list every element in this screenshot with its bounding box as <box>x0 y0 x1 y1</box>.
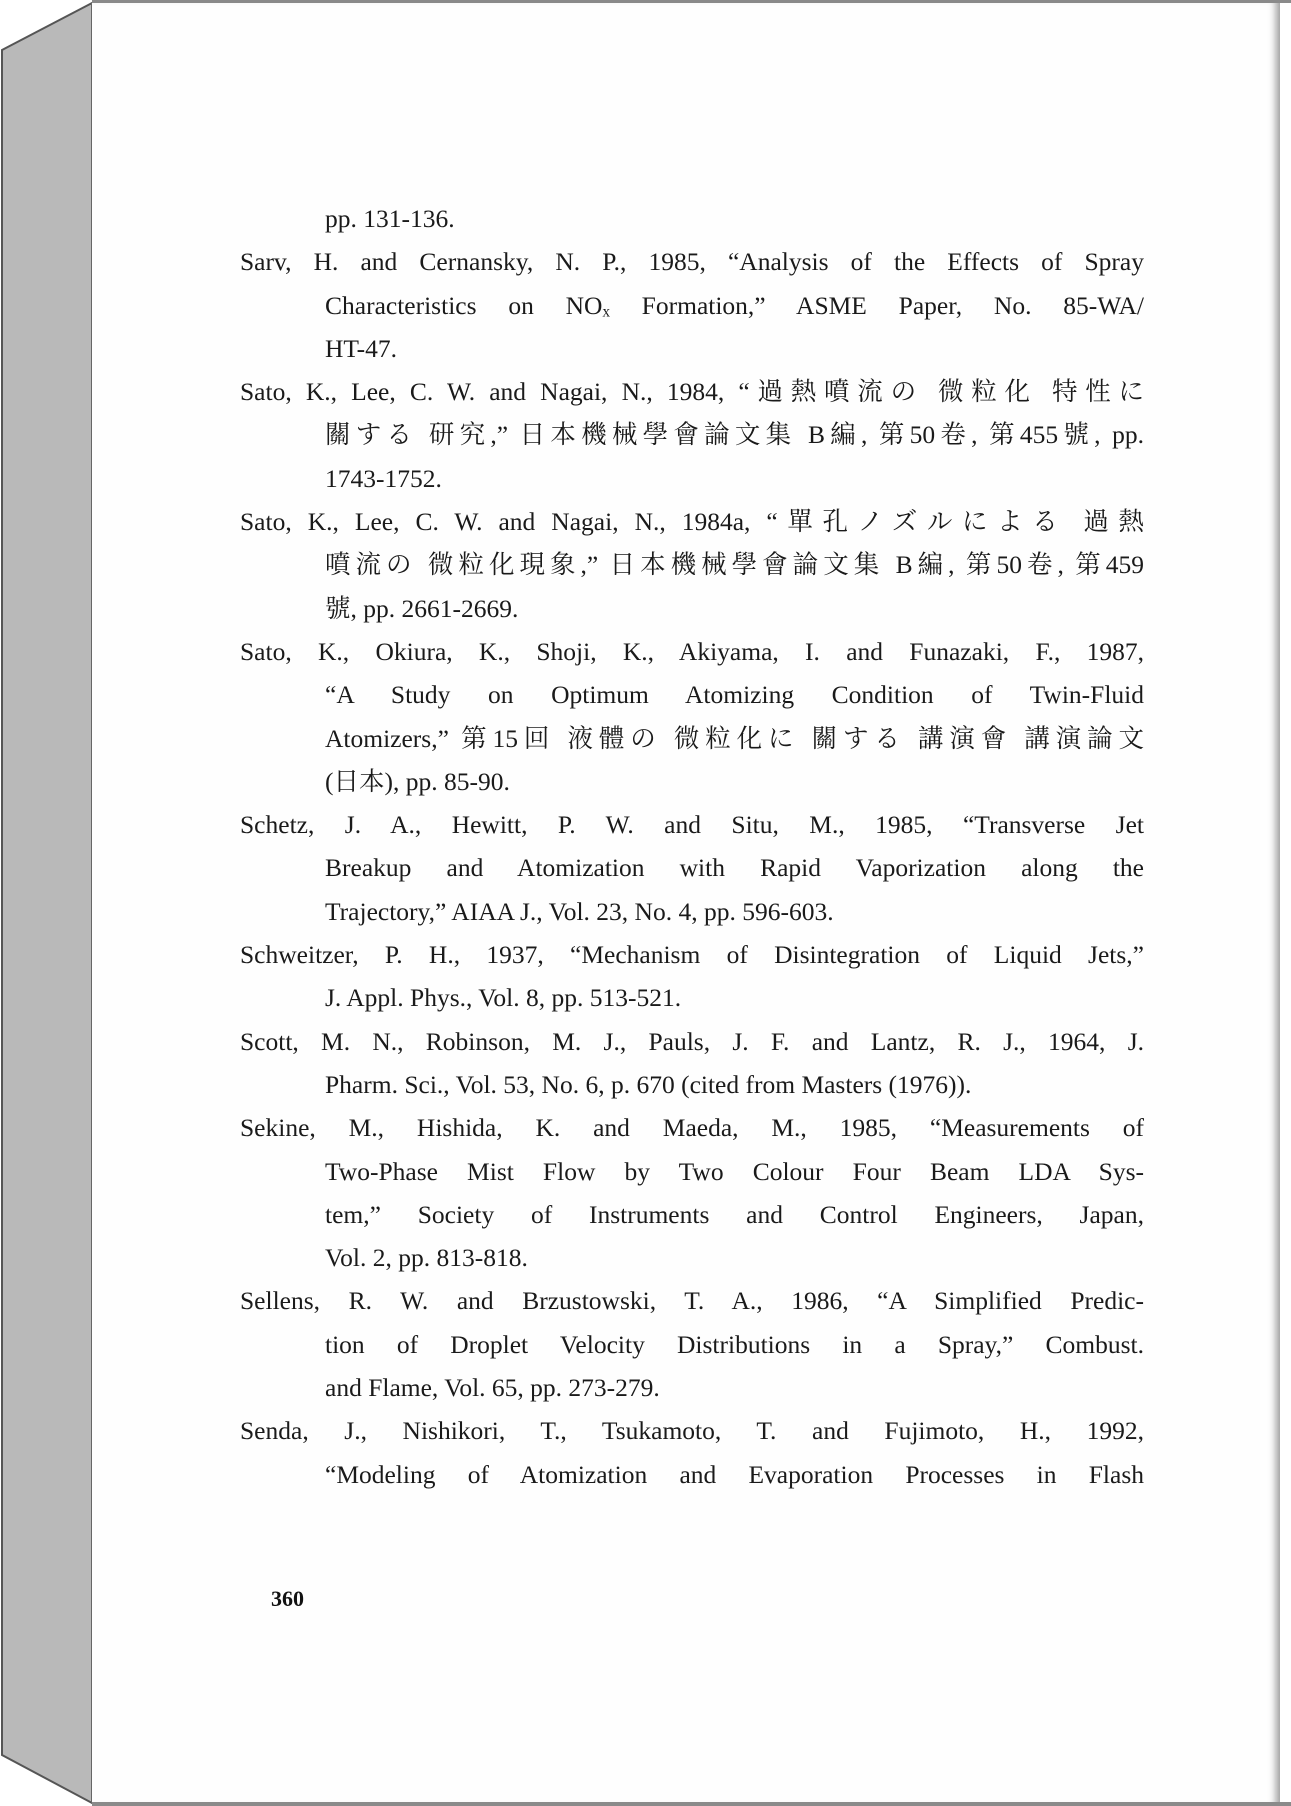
reference-line: J. Appl. Phys., Vol. 8, pp. 513-521. <box>325 983 682 1013</box>
reference-entry <box>240 370 1144 500</box>
reference-line: “Modeling of Atomization and Evaporation Processes in Flash <box>325 1459 1144 1489</box>
reference-line: Sekine, M., Hishida, K. and Maeda, M., 1985, “Measurements of <box>240 1113 1144 1143</box>
reference-line: Scott, M. N., Robinson, M. J., Pauls, J. F. and Lantz, R. J., 1964, J. <box>240 1026 1144 1056</box>
reference-line: Sato, K., Lee, C. W. and Nagai, N., 1984a, “單孔ノズルによる 過熱 <box>240 507 1144 537</box>
reference-line: Two-Phase Mist Flow by Two Colour Four Beam LDA Sys- <box>325 1156 1144 1186</box>
reference-line: pp. 131-136. <box>325 204 455 233</box>
reference-entry <box>240 197 1144 240</box>
page-frame-bottom <box>92 1802 1291 1806</box>
reference-entry <box>240 1409 1144 1496</box>
reference-line: tem,” Society of Instruments and Control Engineers, Japan, <box>325 1199 1144 1229</box>
reference-entry <box>240 1106 1144 1279</box>
reference-line: (日本), pp. 85-90. <box>325 766 510 796</box>
reference-line: Breakup and Atomization with Rapid Vaporization along the <box>325 853 1144 883</box>
reference-line: Vol. 2, pp. 813-818. <box>325 1243 528 1273</box>
reference-line: Characteristics on NOₓ Formation,” ASME Paper, No. 85-WA/ <box>325 290 1144 320</box>
page-number: 360 <box>271 1586 304 1611</box>
reference-line: 關する 研究,” 日本機械學會論文集 B編, 第50卷, 第455號, pp. <box>325 420 1144 450</box>
reference-line: HT-47. <box>325 333 398 363</box>
reference-line: Atomizers,” 第15回 液體の 微粒化に 關する 講演會 講演論文 <box>325 723 1144 753</box>
reference-line: Sarv, H. and Cernansky, N. P., 1985, “Analysis of the Effects of Spray <box>240 247 1144 277</box>
reference-entry <box>240 240 1144 370</box>
reference-line: 噴流の 微粒化現象,” 日本機械學會論文集 B編, 第50卷, 第459 <box>325 550 1144 580</box>
reference-entry <box>240 803 1144 933</box>
reference-entry <box>240 500 1144 630</box>
reference-entry <box>240 933 1144 1020</box>
reference-line: Pharm. Sci., Vol. 53, No. 6, p. 670 (cited from Masters (1976)). <box>325 1069 972 1099</box>
reference-line: Trajectory,” AIAA J., Vol. 23, No. 4, pp. 596-603. <box>325 896 834 926</box>
reference-line: 號, pp. 2661-2669. <box>325 593 519 623</box>
reference-list <box>240 197 1144 1496</box>
reference-line: 1743-1752. <box>325 463 442 493</box>
reference-line: Sellens, R. W. and Brzustowski, T. A., 1986, “A Simplified Predic- <box>240 1286 1144 1316</box>
reference-entry <box>240 1279 1144 1409</box>
reference-line: “A Study on Optimum Atomizing Condition of Twin-Fluid <box>325 680 1144 710</box>
reference-line: and Flame, Vol. 65, pp. 273-279. <box>325 1373 660 1403</box>
reference-line: Schetz, J. A., Hewitt, P. W. and Situ, M., 1985, “Transverse Jet <box>240 810 1144 840</box>
reference-line: tion of Droplet Velocity Distributions in a Spray,” Combust. <box>325 1329 1144 1359</box>
reference-entry <box>240 1020 1144 1107</box>
reference-line: Sato, K., Lee, C. W. and Nagai, N., 1984, “過熱噴流の 微粒化 特性に <box>240 377 1144 407</box>
reference-line: Sato, K., Okiura, K., Shoji, K., Akiyama, I. and Funazaki, F., 1987, <box>240 636 1144 666</box>
reference-line: Senda, J., Nishikori, T., Tsukamoto, T. and Fujimoto, H., 1992, <box>240 1416 1144 1446</box>
reference-entry <box>240 630 1144 803</box>
reference-line: Schweitzer, P. H., 1937, “Mechanism of Disintegration of Liquid Jets,” <box>240 940 1144 970</box>
